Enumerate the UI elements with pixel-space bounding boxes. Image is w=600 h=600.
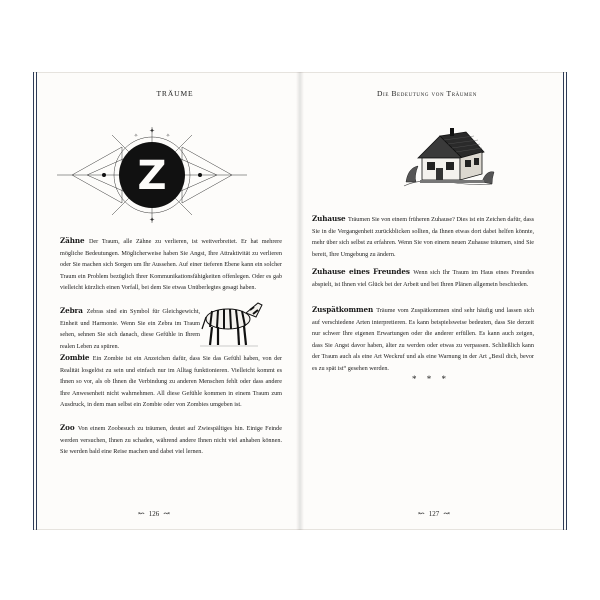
entry-zoo (60, 422, 282, 458)
flourish-right-icon: ↝ (163, 509, 170, 518)
entry-text: Träume vom Zuspätkommen sind sehr häufig und lassen sich auf verschiedene Arten interpretieren. Es kann beispielsweise bedeuten, dass Sie derzeit nur schwer Ihre eigenen Erwartungen oder die anderer erfüllen. Es kann auch zeigen, dass Sie Angst davor haben, älter zu werden oder etwas zu verpassen. Schließlich kann der Traum auch als eine Art Weckruf und als eine Warnung in der Art „Besil dich, bevor es zu spät ist“ gesehen werden. (312, 307, 534, 372)
right-running-head: Die Bedeutung von Träumen (377, 89, 477, 98)
entry-term: Zuhause (312, 214, 348, 223)
svg-text:✧: ✧ (133, 134, 139, 139)
entry-term: Zähne (60, 236, 89, 245)
entry-term: Zombie (60, 353, 93, 362)
entry-text: Von einem Zoobesuch zu träumen, deutet auf Zwiespältiges hin. Einige Feinde werden versuchen, Ihnen zu schaden, während andere Ihnen nicht viel anhaben können. Sie werden bald eine Reise machen und dabei viel lernen. (60, 425, 282, 456)
svg-text:✦: ✦ (149, 127, 155, 135)
right-page-edge-2 (566, 72, 567, 530)
entry-zombie (60, 352, 282, 411)
entry-term: Zuhause eines Freundes (312, 267, 414, 276)
svg-text:✧: ✧ (165, 134, 171, 139)
entry-term: Zuspätkommen (312, 305, 377, 314)
zebra-engraving (196, 295, 266, 347)
right-folio (418, 509, 450, 518)
entry-term: Zoo (60, 423, 78, 432)
entry-zuhause-freund (312, 266, 534, 290)
book-gutter (296, 72, 304, 530)
flourish-left-icon: ↜ (138, 509, 145, 518)
flourish-left-icon: ↜ (418, 509, 425, 518)
entry-text: Zebras sind ein Symbol für Gleichgewicht, Einheit und Harmonie. Wenn Sie ein Zebra im Traum sehen, sehnen Sie sich danach, diese Gefühle in Ihrem realen Leben zu spüren. (60, 308, 200, 350)
flourish-right-icon: ↝ (443, 509, 450, 518)
section-break: * * * (412, 374, 450, 384)
right-page-number: 127 (428, 509, 440, 518)
left-page-number: 126 (148, 509, 160, 518)
left-page-edge (33, 72, 34, 530)
entry-text: Träumen Sie von einem früheren Zuhause? Dies ist ein Zeichen dafür, dass Sie in die Vergangenheit zurückblicken sollten, da Ihnen etwas dort dabei helfen könnte, mehr über sich selbst zu erfahren. Wenn Sie von einem neuen Zuhause träumen, sind Sie bereit, Ihre Umgebung zu ändern. (312, 216, 535, 258)
entry-term: Zebra (60, 306, 87, 315)
entry-text: Der Traum, alle Zähne zu verlieren, ist weitverbreitet. Er hat mehrere mögliche Bedeutungen. Möglicherweise haben Sie Angst, Ihre Attraktivität zu verlieren oder Sie machen sich Sorgen um Ihr Aussehen. Auf einer tieferen Ebene kann ein solcher Traum ein Problem bezüglich Ihrer Kommunikationsfähigkeiten offenlegen. Oder es gab vielleicht kürzlich einen Vorfall, bei dem Sie etwas Unüberlegtes gesagt haben. (60, 238, 282, 292)
house-engraving (400, 122, 496, 192)
entry-zebra (60, 305, 200, 352)
entry-zuhause (312, 213, 534, 260)
entry-zaehne (60, 235, 282, 294)
entry-text: Wenn sich Ihr Traum im Haus eines Freundes abspielt, ist Ihnen viel Glück bei der Arbeit und bei Ihren Plänen allgemein beschieden. (312, 269, 534, 288)
entry-text: Ein Zombie ist ein Anzeichen dafür, dass Sie das Gefühl haben, von der Realität losgelöst zu sein und einfach nur im Alltag funktionieren. Vielleicht kommt es Ihnen so vor, als ob Ihnen die Verbindung zu anderen Menschen fehlt oder dass andere Ihre Anwesenheit nicht wahrnehmen. All diese Gefühle kommen in einem Traum zum Ausdruck, in dem man selbst ein Zombie oder von Zombies umgeben ist. (60, 355, 283, 409)
left-page-edge-2 (36, 72, 37, 530)
svg-text:✦: ✦ (149, 216, 155, 224)
right-page-edge (563, 72, 564, 530)
left-running-head: TRÄUME (156, 89, 194, 98)
entry-zuspaetkommen (312, 304, 534, 375)
left-folio (138, 509, 170, 518)
moon-phase-emblem (52, 125, 252, 225)
drop-letter: Z (137, 153, 167, 199)
